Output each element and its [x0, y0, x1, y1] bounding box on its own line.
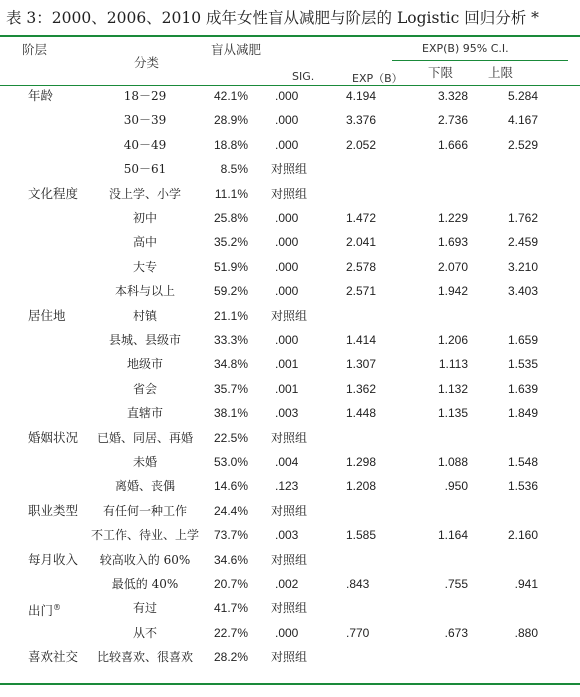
table-row [0, 596, 580, 621]
cell-exp: 2.041 [346, 235, 377, 250]
cell-lower: 1.088 [437, 455, 468, 469]
cell-sig: .000 [275, 211, 299, 225]
cell-pct: 42.1% [213, 89, 248, 103]
table-row [0, 377, 580, 402]
cell-pct: 21.1% [213, 308, 248, 323]
cell-exp: 2.052 [346, 137, 377, 152]
cell-category: 初中 [132, 211, 157, 225]
table-row [0, 84, 580, 109]
cell-category: 本科与以上 [114, 284, 175, 299]
cell-group: 每月收入 [28, 551, 79, 567]
cell-category: 已婚、同居、再婚 [96, 430, 193, 445]
cell-category: 50－61 [123, 162, 167, 177]
cell-pct: 20.7% [213, 577, 248, 591]
cell-group: 居住地 [28, 307, 66, 323]
cell-sig: .000 [275, 235, 299, 250]
cell-pct: 34.8% [213, 357, 248, 372]
cell-category: 高中 [132, 235, 157, 250]
cell-exp: .770 [346, 625, 370, 640]
table-row [0, 426, 580, 451]
cell-category: 县城、县级市 [108, 333, 181, 347]
cell-category: 地级市 [126, 357, 163, 372]
cell-lower: 1.942 [437, 284, 468, 299]
cell-category: 有过 [132, 601, 157, 616]
cell-upper: 1.639 [507, 381, 538, 396]
cell-pct: 18.8% [213, 137, 248, 152]
cell-upper: .880 [514, 625, 538, 640]
table-row [0, 499, 580, 524]
cell-group: 文化程度 [28, 185, 79, 201]
cell-upper: 2.529 [507, 137, 538, 152]
cell-sig: 对照组 [271, 601, 308, 616]
cell-category: 有任何一种工作 [102, 503, 187, 518]
cell-pct: 25.8% [213, 211, 248, 225]
cell-category: 比较喜欢、很喜欢 [96, 650, 193, 665]
cell-lower: .755 [444, 577, 468, 591]
cell-category: 30－39 [123, 113, 167, 128]
cell-exp: 1.448 [346, 406, 377, 421]
top-rule [0, 35, 580, 37]
cell-exp: 1.208 [346, 479, 377, 494]
cell-pct: 34.6% [213, 552, 248, 567]
header-sig: SIG. [292, 70, 315, 83]
header-category: 分类 [134, 55, 160, 70]
cell-pct: 41.7% [213, 601, 248, 616]
cell-lower: .673 [444, 625, 468, 640]
header-upper: 上限 [488, 65, 514, 80]
cell-upper: 1.536 [507, 479, 538, 494]
cell-exp: 4.194 [346, 89, 377, 103]
cell-category: 直辖市 [126, 406, 163, 421]
cell-group: 出门® [28, 603, 62, 619]
cell-lower: 1.164 [437, 528, 468, 543]
cell-sig: .001 [275, 357, 299, 372]
cell-lower: 3.328 [437, 89, 468, 103]
cell-lower: 1.666 [437, 137, 468, 152]
cell-sig: .000 [275, 333, 299, 347]
table-row [0, 352, 580, 377]
cell-category: 不工作、待业、上学 [90, 528, 199, 543]
cell-pct: 8.5% [220, 162, 248, 177]
header-lower: 下限 [428, 65, 454, 80]
cell-category: 从不 [132, 625, 157, 640]
cell-group: 喜欢社交 [28, 649, 79, 665]
cell-exp: 1.298 [346, 455, 377, 469]
cell-pct: 14.6% [213, 479, 248, 494]
cell-sig: .000 [275, 113, 299, 128]
cell-sig: 对照组 [271, 503, 308, 518]
header-pct: 盲从减肥 [211, 42, 262, 57]
table-row [0, 645, 580, 670]
table-row [0, 206, 580, 231]
table-row [0, 548, 580, 573]
cell-exp: .843 [346, 577, 370, 591]
cell-lower: 2.070 [437, 259, 468, 274]
cell-pct: 22.5% [213, 430, 248, 445]
cell-upper: 2.459 [507, 235, 538, 250]
cell-sig: .000 [275, 259, 299, 274]
cell-category: 较高收入的 60% [99, 552, 191, 567]
table-row [0, 133, 580, 158]
cell-group: 职业类型 [28, 502, 79, 518]
cell-upper: 2.160 [507, 528, 538, 543]
cell-sig: .002 [275, 577, 299, 591]
cell-group: 年龄 [28, 88, 54, 103]
cell-exp: 1.307 [346, 357, 377, 372]
cell-category: 18－29 [123, 89, 167, 103]
cell-upper: 3.210 [507, 259, 538, 274]
table-title: 表 3：2000、2006、2010 成年女性盲从减肥与阶层的 Logistic 回归分析 * [6, 9, 539, 27]
cell-sig: 对照组 [271, 650, 308, 665]
cell-sig: .004 [275, 455, 299, 469]
cell-lower: 2.736 [437, 113, 468, 128]
table-row [0, 523, 580, 548]
cell-exp: 1.585 [346, 528, 377, 543]
table-row [0, 157, 580, 182]
cell-pct: 11.1% [214, 186, 248, 201]
cell-pct: 22.7% [213, 625, 248, 640]
cell-sig: .000 [275, 625, 299, 640]
cell-upper: 1.849 [507, 406, 538, 421]
cell-category: 没上学、小学 [108, 186, 181, 201]
cell-category: 村镇 [132, 308, 157, 323]
cell-exp: 2.571 [346, 284, 377, 299]
cell-pct: 73.7% [213, 528, 248, 543]
footnote-mark: ® [53, 603, 62, 613]
header-group: 阶层 [22, 42, 48, 57]
table-row [0, 401, 580, 426]
cell-pct: 51.9% [213, 259, 248, 274]
cell-pct: 24.4% [213, 503, 248, 518]
cell-lower: 1.132 [437, 381, 468, 396]
cell-pct: 35.2% [213, 235, 248, 250]
table-row [0, 279, 580, 304]
cell-upper: 1.762 [507, 211, 538, 225]
cell-exp: 2.578 [346, 259, 377, 274]
cell-pct: 33.3% [213, 333, 248, 347]
cell-upper: 5.284 [507, 89, 538, 103]
cell-category: 未婚 [132, 455, 157, 469]
bottom-rule [0, 683, 580, 685]
cell-pct: 28.2% [213, 650, 248, 665]
cell-category: 省会 [132, 381, 157, 396]
cell-sig: .001 [275, 381, 299, 396]
cell-sig: 对照组 [271, 308, 308, 323]
table-row [0, 474, 580, 499]
table-row [0, 621, 580, 646]
cell-sig: .000 [275, 137, 299, 152]
cell-category: 离婚、丧偶 [114, 479, 175, 494]
cell-lower: 1.113 [438, 357, 468, 372]
cell-lower: 1.693 [437, 235, 468, 250]
cell-sig: .000 [275, 89, 299, 103]
cell-category: 40－49 [123, 137, 167, 152]
table-row [0, 304, 580, 329]
cell-sig: .003 [275, 406, 299, 421]
cell-lower: .950 [444, 479, 468, 494]
cell-exp: 1.414 [346, 333, 377, 347]
cell-sig: 对照组 [271, 552, 308, 567]
header-ci: EXP(B) 95% C.I. [422, 42, 509, 55]
cell-group: 婚姻状况 [28, 429, 79, 445]
cell-lower: 1.229 [437, 211, 468, 225]
ci-subrule [392, 60, 568, 61]
table-row [0, 328, 580, 353]
table-row [0, 572, 580, 597]
cell-exp: 1.362 [346, 381, 377, 396]
cell-exp: 3.376 [346, 113, 377, 128]
cell-lower: 1.206 [437, 333, 468, 347]
cell-upper: 1.659 [507, 333, 538, 347]
cell-sig: 对照组 [271, 430, 308, 445]
cell-pct: 53.0% [213, 455, 248, 469]
cell-category: 最低的 40% [111, 577, 179, 591]
cell-category: 大专 [132, 259, 157, 274]
cell-pct: 38.1% [213, 406, 248, 421]
cell-lower: 1.135 [437, 406, 468, 421]
cell-sig: 对照组 [271, 186, 308, 201]
header-exp: EXP（B） [352, 72, 403, 85]
cell-upper: .941 [514, 577, 538, 591]
cell-upper: 1.535 [507, 357, 538, 372]
cell-pct: 28.9% [213, 113, 248, 128]
cell-sig: 对照组 [271, 162, 308, 177]
cell-upper: 1.548 [507, 455, 538, 469]
table-row [0, 450, 580, 475]
cell-pct: 35.7% [213, 381, 248, 396]
table-row [0, 255, 580, 280]
cell-upper: 3.403 [507, 284, 538, 299]
cell-exp: 1.472 [346, 211, 377, 225]
cell-sig: .123 [275, 479, 299, 494]
cell-pct: 59.2% [213, 284, 248, 299]
cell-upper: 4.167 [507, 113, 538, 128]
cell-sig: .003 [275, 528, 299, 543]
table-row [0, 108, 580, 133]
table-row [0, 182, 580, 207]
table-row [0, 230, 580, 255]
cell-sig: .000 [275, 284, 299, 299]
